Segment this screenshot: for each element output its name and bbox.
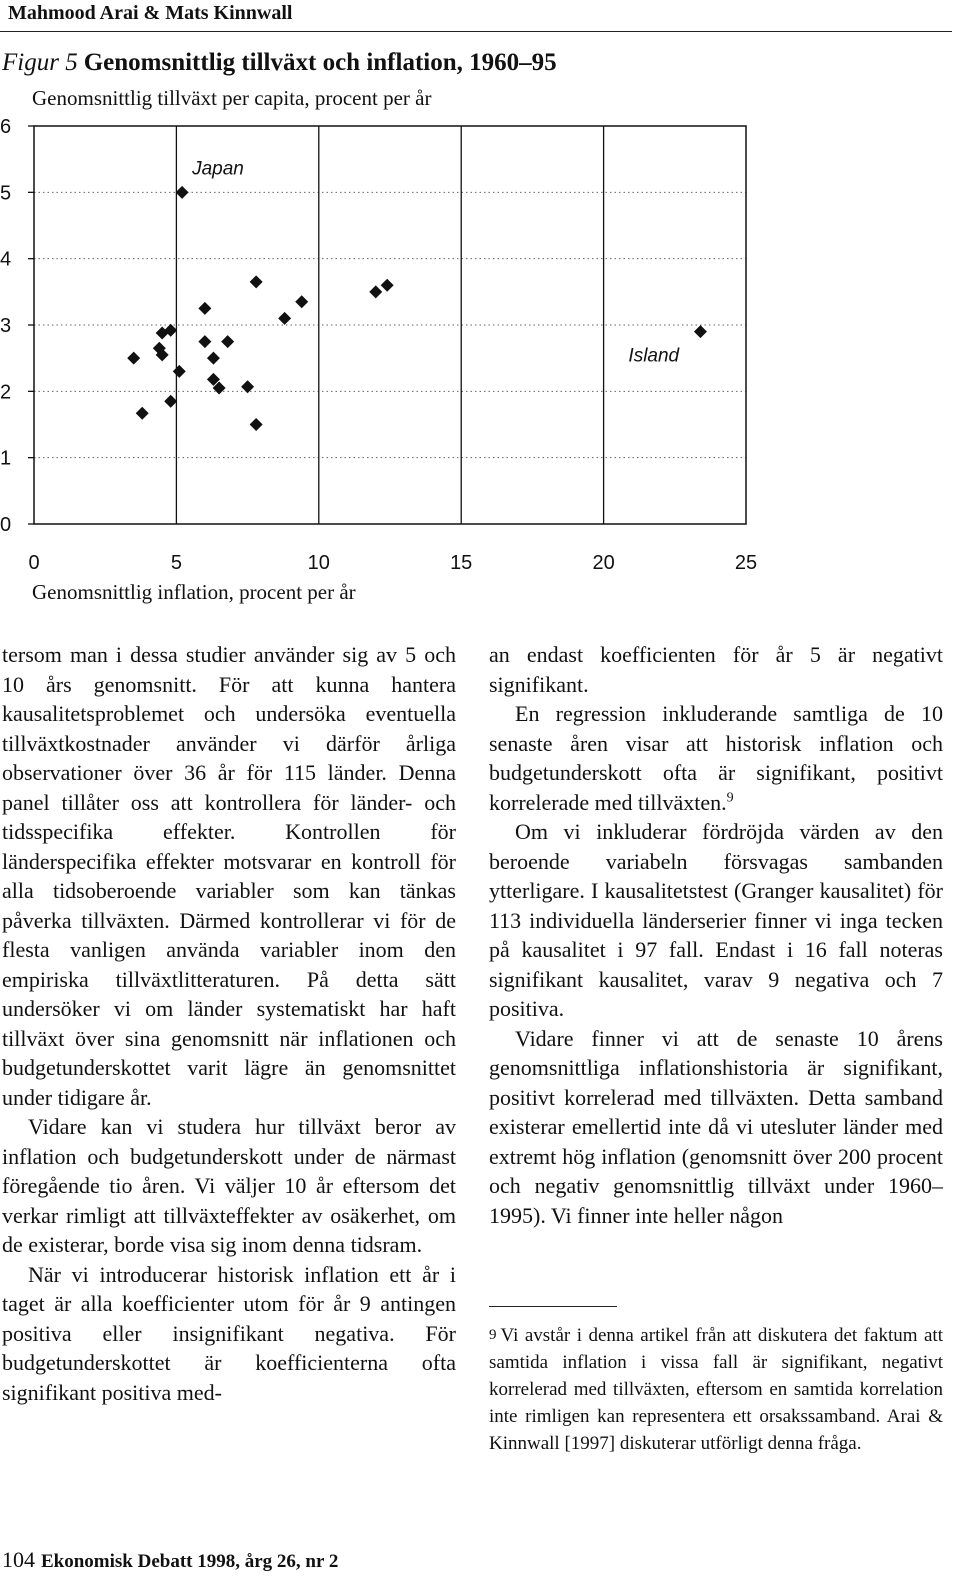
paragraph: Vidare finner vi att de senaste 10 årens genomsnittliga inflationshistoria är signifikant, positivt korrelerad med tillväxten. Detta samband existerar emellertid inte då vi utesluter länder med extremt hög inflation (genomsnitt över 200 procent och negativ genomsnittlig tillväxt under 1960–1995). Vi finner inte heller någon bbox=[489, 1025, 943, 1228]
y-tick-label: 2 bbox=[0, 381, 12, 404]
footnote-rule bbox=[489, 1306, 617, 1307]
figure-title: Genomsnittlig tillväxt och inflation, 1960–95 bbox=[83, 49, 557, 76]
x-tick-label: 0 bbox=[28, 552, 40, 574]
data-point bbox=[198, 302, 211, 315]
data-point bbox=[221, 335, 234, 348]
data-point bbox=[176, 186, 189, 199]
y-axis-title: Genomsnittlig tillväxt per capita, procent per år bbox=[32, 86, 432, 110]
data-point bbox=[381, 279, 394, 292]
header-rule bbox=[0, 31, 952, 32]
point-label: Island bbox=[628, 345, 680, 367]
paragraph-text: En regression inkluderande samtliga de 10 senaste åren visar att historisk inflation och budgetunderskott ofta är signifikant, positivt korrelerade med tillväxten. bbox=[489, 701, 943, 815]
journal-name: Ekonomisk Debatt 1998, årg 26, nr 2 bbox=[41, 1551, 339, 1572]
data-point bbox=[369, 285, 382, 298]
paragraph: tersom man i dessa studier använder sig av 5 och 10 års genomsnitt. För att kunna hantera kausalitetsproblemet och undersöka eventuella tillväxtkostnader använder vi därför årliga observationer över 36 år för 115 länder. Denna panel tillåter oss att kontrollera för länder- och tidsspecifika effekter. Kontrollen för länderspecifika effekter motsvarar en kontroll för alla tidsoberoende variabler som kan tänkas påverka tillväxten. Därmed kontrollerar vi för de flesta vanligen använda variabler inom den empiriska tillväxtlitteraturen. På detta sätt undersöker vi om länder systematiskt har haft tillväxt över sina genomsnitt när inflationen och budgetunderskottet varit lägre än genomsnittet under tidigare år. bbox=[2, 642, 456, 1110]
y-tick-label: 0 bbox=[0, 514, 12, 536]
data-point bbox=[136, 407, 149, 420]
x-tick-label: 5 bbox=[170, 552, 182, 574]
left-column bbox=[2, 640, 456, 1407]
data-point bbox=[127, 352, 140, 365]
figure-caption bbox=[2, 49, 557, 77]
x-axis-title: Genomsnittlig inflation, procent per år bbox=[32, 580, 356, 604]
footnote bbox=[489, 1322, 943, 1457]
paragraph: Vidare kan vi studera hur tillväxt beror av inflation och budgetunderskott under de närmast föregående tio åren. Vi väljer 10 år eftersom det verkar rimligt att tillväxteffekter av osäkerhet, om de existerar, borde visa sig inom denna tidsram. bbox=[2, 1114, 456, 1257]
paragraph: Om vi inkluderar fördröjda värden av den beroende variabeln försvagas sambanden ytterligare. I kausalitetstest (Granger kausalitet) för 113 individuella länderserier finner vi inga tecken på kausalitet i 97 fall. Endast i 16 fall noteras signifikant kausalitet, varav 9 negativa och 7 positiva. bbox=[489, 819, 943, 1021]
x-tick-label: 10 bbox=[307, 552, 330, 574]
y-tick-label: 5 bbox=[0, 182, 12, 205]
point-label: Japan bbox=[192, 158, 244, 180]
data-point bbox=[198, 335, 211, 348]
y-tick-label: 3 bbox=[0, 315, 12, 337]
data-point bbox=[241, 380, 254, 393]
data-point bbox=[173, 365, 186, 378]
page-footer bbox=[2, 1547, 338, 1573]
data-point bbox=[250, 275, 263, 288]
x-tick-label: 15 bbox=[450, 552, 473, 574]
x-tick-label: 20 bbox=[592, 552, 615, 574]
data-point bbox=[207, 352, 220, 365]
data-point bbox=[295, 295, 308, 308]
y-tick-label: 4 bbox=[0, 248, 12, 271]
data-point bbox=[694, 325, 707, 338]
y-tick-label: 6 bbox=[0, 116, 12, 138]
right-column bbox=[489, 640, 943, 1230]
footnote-number: 9 bbox=[489, 1327, 497, 1343]
x-tick-label: 25 bbox=[734, 552, 758, 574]
figure-label: Figur 5 bbox=[2, 49, 78, 76]
data-point bbox=[278, 312, 291, 325]
page-number: 104 bbox=[2, 1547, 35, 1572]
running-head-authors: Mahmood Arai & Mats Kinnwall bbox=[8, 2, 293, 24]
data-point bbox=[164, 395, 177, 408]
data-point bbox=[250, 418, 263, 431]
paragraph bbox=[489, 699, 943, 817]
scatter-chart bbox=[0, 110, 800, 575]
footnote-text: Vi avstår i denna artikel från att diskutera det faktum att samtida inflation i vissa fall är signifikant, negativt korrelerad med tillväxten, eftersom en samtida korrelation inte rimligen kan representera ett orsakssamband. Arai & Kinnwall [1997] diskuterar utförligt denna fråga. bbox=[489, 1325, 943, 1454]
y-tick-label: 1 bbox=[0, 447, 12, 470]
paragraph: När vi introducerar historisk inflation ett år i taget är alla koefficienter utom för år 9 antingen positiva eller insignifikant negativa. För budgetunderskottet är koefficienterna ofta signifikant positiva med- bbox=[2, 1261, 456, 1405]
paragraph: an endast koefficienten för år 5 är negativt signifikant. bbox=[489, 642, 943, 697]
footnote-reference[interactable]: 9 bbox=[726, 790, 734, 806]
